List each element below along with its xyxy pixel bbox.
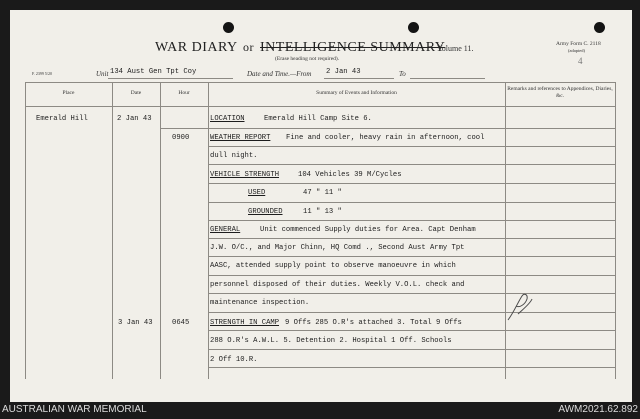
col-divider	[160, 82, 161, 379]
ruled-line	[208, 367, 615, 368]
table-top-border	[25, 82, 615, 83]
used-text: 47 " 11 "	[303, 189, 342, 197]
ink-mark: 4	[578, 56, 583, 66]
ruled-line	[208, 293, 615, 294]
title-war-diary: WAR DIARY	[155, 40, 238, 55]
used-label: USED	[248, 189, 266, 197]
general-text: J.W. O/C., and Major Chinn, HQ Comd ., Second Aust Army Tpt	[210, 244, 465, 252]
ruled-line	[208, 220, 615, 221]
strength-text: 9 Offs 285 O.R's attached 3. Total 9 Offs	[285, 319, 462, 327]
col-divider	[112, 82, 113, 379]
to-underline	[410, 78, 485, 79]
date-underline	[324, 78, 394, 79]
adapted-label: (adapted)	[568, 48, 585, 53]
to-label: To	[399, 70, 406, 78]
place-entry: Emerald Hill	[36, 115, 88, 123]
ruled-line	[208, 146, 615, 147]
form-code: F. 2399 5/20	[32, 71, 53, 76]
general-label: GENERAL	[210, 226, 241, 234]
weather-text: Fine and cooler, heavy rain in afternoon, cool	[286, 134, 485, 142]
ruled-line	[208, 183, 615, 184]
ruled-line	[208, 349, 615, 350]
col-header-place: Place	[62, 90, 75, 96]
col-header-remarks: Remarks and references to Appendices, Diaries, &c.	[507, 86, 613, 99]
date-entry: 2 Jan 43	[117, 115, 152, 123]
ruled-line	[208, 312, 615, 313]
date-from-value: 2 Jan 43	[326, 68, 361, 76]
general-text: maintenance inspection.	[210, 299, 310, 307]
footer-institution: AUSTRALIAN WAR MEMORIAL	[2, 404, 147, 415]
grounded-label: GROUNDED	[248, 208, 283, 216]
general-text: Unit commenced Supply duties for Area. Capt Denham	[260, 226, 476, 234]
ruled-line	[208, 238, 615, 239]
ruled-line	[160, 128, 615, 129]
date-label: Date and Time.—From	[247, 70, 312, 78]
vehicle-strength-label: VEHICLE STRENGTH	[210, 171, 280, 179]
strength-text: 2 Off 10.R.	[210, 356, 258, 364]
title-or: or	[243, 40, 254, 54]
col-divider	[505, 82, 506, 379]
location-text: Emerald Hill Camp Site 6.	[264, 115, 372, 123]
unit-label: Unit	[96, 70, 109, 78]
punch-hole	[594, 22, 605, 33]
table-header-border	[25, 106, 615, 107]
hour-entry: 0900	[172, 134, 190, 142]
erase-note: (Erase heading not required).	[275, 56, 340, 62]
volume-label: Volume 11.	[437, 44, 474, 53]
col-divider	[25, 82, 26, 379]
unit-value: 134 Aust Gen Tpt Coy	[110, 68, 197, 76]
weather-text-cont: dull night.	[210, 152, 258, 160]
weather-label: WEATHER REPORT	[210, 134, 271, 142]
hour-entry: 0645	[172, 319, 190, 327]
ruled-line	[208, 202, 615, 203]
ruled-line	[208, 275, 615, 276]
signature-initials	[500, 290, 540, 324]
army-form-label: Army Form C. 2118	[556, 41, 601, 47]
location-label: LOCATION	[210, 115, 245, 123]
ruled-line	[208, 256, 615, 257]
footer-reference: AWM2021.62.892	[558, 404, 638, 415]
general-text: AASC, attended supply point to observe manoeuvre in which	[210, 262, 456, 270]
col-divider	[208, 82, 209, 379]
title-intelligence-summary: INTELLIGENCE SUMMARY	[260, 40, 446, 55]
grounded-text: 11 " 13 "	[303, 208, 342, 216]
punch-hole	[223, 22, 234, 33]
col-header-date: Date	[130, 90, 142, 96]
col-header-summary: Summary of Events and Information	[316, 90, 397, 96]
date-entry: 3 Jan 43	[118, 319, 153, 327]
general-text: personnel disposed of their duties. Weekly V.O.L. check and	[210, 281, 465, 289]
punch-hole	[408, 22, 419, 33]
strength-text: 288 O.R's A.W.L. 5. Detention 2. Hospital 1 Off. Schools	[210, 337, 452, 345]
ruled-line	[208, 164, 615, 165]
strength-label: STRENGTH IN CAMP	[210, 319, 280, 327]
col-header-hour: Hour	[178, 90, 190, 96]
vehicle-strength-text: 104 Vehicles 39 M/Cycles	[298, 171, 402, 179]
ruled-line	[208, 330, 615, 331]
col-divider	[615, 82, 616, 379]
unit-underline	[108, 78, 233, 79]
